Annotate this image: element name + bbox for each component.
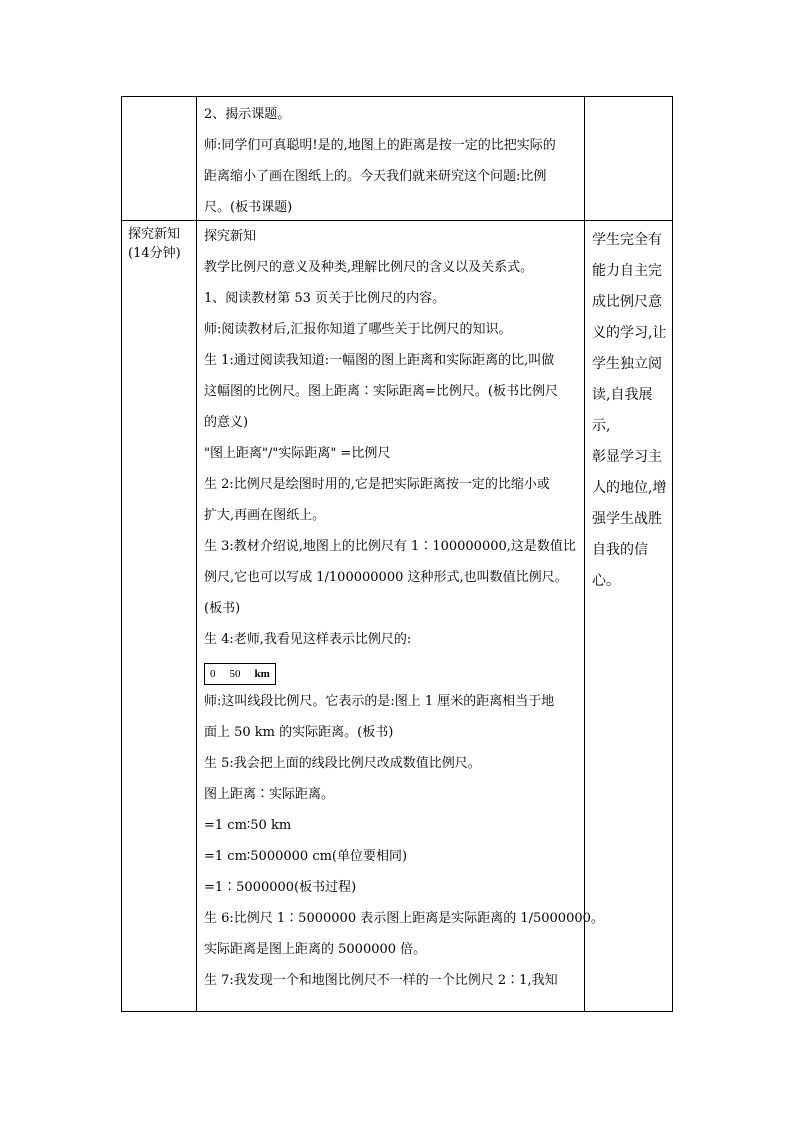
table-row-explore xyxy=(121,220,673,1012)
text-line: 能力自主完 xyxy=(592,263,662,279)
scale-bar-figure xyxy=(204,655,582,686)
text-line: 生 4:老师,我看见这样表示比例尺的: xyxy=(204,632,412,647)
line-scale-bar xyxy=(204,663,276,685)
text-line: =1∶5000000(板书过程) xyxy=(204,880,357,895)
column-divider xyxy=(584,221,585,1011)
text-line: 尺。(板书课题) xyxy=(204,200,293,215)
text-line: 面上 50 km 的实际距离。(板书) xyxy=(204,725,394,740)
stage-label: 探究新知 xyxy=(128,227,181,242)
design-intent-cell xyxy=(592,225,670,597)
text-line: 自我的信心。 xyxy=(592,542,648,589)
text-line: 生 6:比例尺 1∶5000000 表示图上距离是实际距离的 1/5000000。 xyxy=(204,911,604,926)
explore-content-cell xyxy=(204,221,604,996)
text-line: 生 2:比例尺是绘图时用的,它是把实际距离按一定的比缩小或 xyxy=(204,477,550,492)
text-line: 师:同学们可真聪明!是的,地图上的距离是按一定的比把实际的 xyxy=(204,138,556,153)
stage-duration: (14分钟) xyxy=(128,246,181,261)
scale-zero-label: 0 xyxy=(210,667,216,680)
text-line: 探究新知 xyxy=(204,229,257,244)
column-divider xyxy=(196,97,197,220)
text-line: 成比例尺意 xyxy=(592,294,662,310)
text-line: 这幅图的比例尺。图上距离∶实际距离=比例尺。(板书比例尺 xyxy=(204,384,558,399)
text-line: 师:这叫线段比例尺。它表示的是:图上 1 厘米的距离相当于地 xyxy=(204,694,555,709)
text-line: 义的学习,让 xyxy=(592,325,667,341)
text-line: 扩大,再画在图纸上。 xyxy=(204,508,326,523)
text-line: 距离缩小了画在图纸上的。今天我们就来研究这个问题:比例 xyxy=(204,169,547,184)
text-line: 生 1:通过阅读我知道:一幅图的图上距离和实际距离的比,叫做 xyxy=(204,353,555,368)
text-line: 人的地位,增 xyxy=(592,480,667,496)
text-line: 生 7:我发现一个和地图比例尺不一样的一个比例尺 2∶1,我知 xyxy=(204,973,558,988)
text-line: 学生完全有 xyxy=(592,232,662,248)
lesson-table xyxy=(121,96,673,1012)
text-line: "图上距离"/"实际距离" =比例尺 xyxy=(204,446,391,461)
stage-label-cell xyxy=(128,225,194,263)
column-divider xyxy=(196,221,197,1011)
text-line: 1、阅读教材第 53 页关于比例尺的内容。 xyxy=(204,291,446,306)
text-line: 生 5:我会把上面的线段比例尺改成数值比例尺。 xyxy=(204,756,481,771)
table-row-intro xyxy=(121,96,673,221)
text-line: =1 cm∶5000000 cm(单位要相同) xyxy=(204,849,408,864)
text-line: =1 cm∶50 km xyxy=(204,818,292,833)
text-line: 实际距离是图上距离的 5000000 倍。 xyxy=(204,942,427,957)
text-line: 教学比例尺的意义及种类,理解比例尺的含义以及关系式。 xyxy=(204,260,534,275)
text-line: 生 3:教材介绍说,地图上的比例尺有 1∶100000000,这是数值比 xyxy=(204,539,576,554)
text-line: 师:阅读教材后,汇报你知道了哪些关于比例尺的知识。 xyxy=(204,322,512,337)
text-line: 例尺,它也可以写成 1/100000000 这种形式,也叫数值比例尺。 xyxy=(204,570,568,585)
column-divider xyxy=(584,97,585,220)
scale-unit-label: km xyxy=(254,667,270,680)
scale-fifty-label: 50 xyxy=(229,667,241,680)
text-line: 强学生战胜 xyxy=(592,511,662,527)
text-line: (板书) xyxy=(204,601,241,616)
text-line: 的意义) xyxy=(204,415,249,430)
text-line: 2、揭示课题。 xyxy=(204,107,291,122)
text-line: 读,自我展示, xyxy=(592,387,653,434)
intro-content-cell xyxy=(204,99,582,223)
text-line: 彰显学习主 xyxy=(592,449,662,465)
text-line: 图上距离∶实际距离。 xyxy=(204,787,335,802)
text-line: 学生独立阅 xyxy=(592,356,662,372)
